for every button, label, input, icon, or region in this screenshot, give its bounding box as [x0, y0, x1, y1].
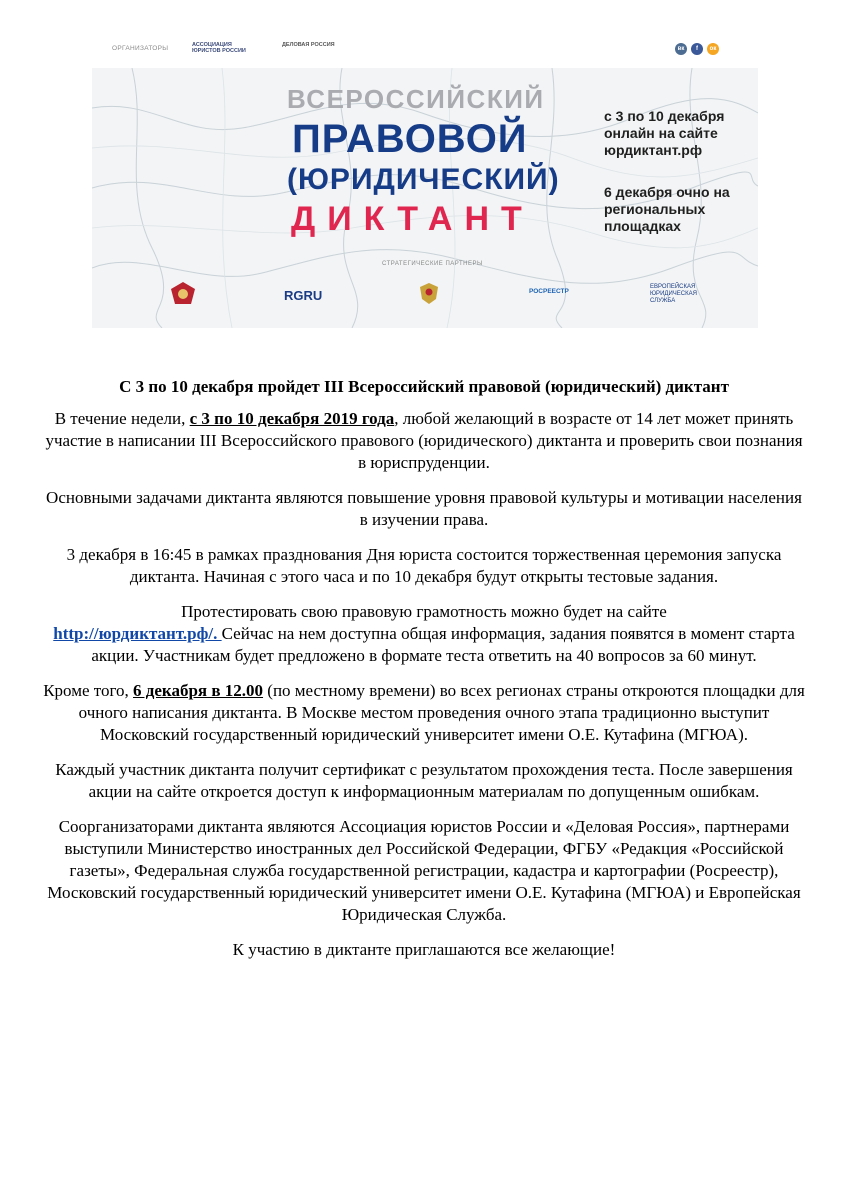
article-body — [40, 376, 808, 974]
paragraph-3: 3 декабря в 16:45 в рамках празднования Дня юриста состоится торжественная церемония запуска диктанта. Начиная с этого часа и по 10 декабря будут открыты тестовые задания. — [66, 545, 782, 586]
paragraph-5: Кроме того, 6 декабря в 12.00 (по местному времени) во всех регионах страны откроются площадки для очного написания диктанта. В Москве местом проведения очного этапа традиционно выступит Московский государственный юридический университет имени О.Е. Кутафина (МГЮА). — [43, 681, 805, 744]
organizers-label: ОРГАНИЗАТОРЫ — [112, 45, 169, 52]
mgyua-logo-icon — [170, 281, 196, 305]
article-headline: С 3 по 10 декабря пройдет III Всероссийский правовой (юридический) диктант — [119, 377, 729, 396]
facebook-icon[interactable]: f — [691, 43, 703, 55]
delovaya-rossiya-logo: ДЕЛОВАЯ РОССИЯ — [282, 42, 335, 48]
banner-title-line-1: ВСЕРОССИЙСКИЙ — [287, 84, 545, 114]
rossiyskaya-gazeta-logo: RGRU — [284, 288, 323, 303]
paragraph-7: Соорганизаторами диктанта являются Ассоциация юристов России и «Деловая Россия», партнерами выступили Министерство иностранных дел Российской Федерации, ФГБУ «Редакция «Российской газеты», Федеральная служба государственной регистрации, кадастра и картографии (Росреестр), Московский государственный юридический университет имени О.Е. Кутафина (МГЮА) и Европейская Юридическая Служба. — [47, 817, 801, 924]
banner-title-line-3: (ЮРИДИЧЕСКИЙ) — [287, 163, 560, 196]
rosreestr-logo: РОСРЕЕСТР — [529, 288, 569, 295]
paragraph-8: К участию в диктанте приглашаются все желающие! — [232, 940, 616, 959]
banner-title-line-2: ПРАВОВОЙ — [292, 117, 528, 161]
online-dates-text: с 3 по 10 декабря онлайн на сайте юрдиктант.рф — [604, 108, 725, 158]
website-link[interactable]: http://юрдиктант.рф/. — [53, 624, 222, 643]
association-of-lawyers-logo: АССОЦИАЦИЯ ЮРИСТОВ РОССИИ — [192, 42, 246, 54]
offline-date-text: 6 декабря очно на региональных площадках — [604, 184, 730, 234]
dictation-banner — [92, 38, 758, 328]
paragraph-1: В течение недели, с 3 по 10 декабря 2019 года, любой желающий в возрасте от 14 лет может принять участие в написании III Всероссийского правового (юридического) диктанта и проверить свои познания в юриспруденции. — [45, 409, 803, 472]
paragraph-4: Протестировать свою правовую грамотность можно будет на сайте http://юрдиктант.рф/. Сейчас на нем доступна общая информация, задания появятся в момент старта акции. Участникам будет предложено в формате теста ответить на 40 вопросов за 60 минут. — [53, 602, 795, 665]
offline-date-emphasis: 6 декабря в 12.00 — [133, 681, 264, 700]
odnoklassniki-icon[interactable]: ок — [707, 43, 719, 55]
banner-title-line-4: ДИКТАНТ — [291, 200, 534, 238]
strategic-partners-label: СТРАТЕГИЧЕСКИЕ ПАРТНЕРЫ — [382, 261, 483, 267]
foreign-ministry-emblem-icon — [418, 281, 440, 305]
paragraph-2: Основными задачами диктанта являются повышение уровня правовой культуры и мотивации населения в изучении права. — [46, 488, 802, 529]
paragraph-6: Каждый участник диктанта получит сертификат с результатом прохождения теста. После завершения акции на сайте откроется доступ к информационным материалам по допущенным ошибкам. — [55, 760, 793, 801]
european-legal-service-logo: ЕВРОПЕЙСКАЯ ЮРИДИЧЕСКАЯ СЛУЖБА — [650, 284, 697, 304]
dates-emphasis: с 3 по 10 декабря 2019 года — [189, 409, 395, 428]
vk-icon[interactable]: вк — [675, 43, 687, 55]
